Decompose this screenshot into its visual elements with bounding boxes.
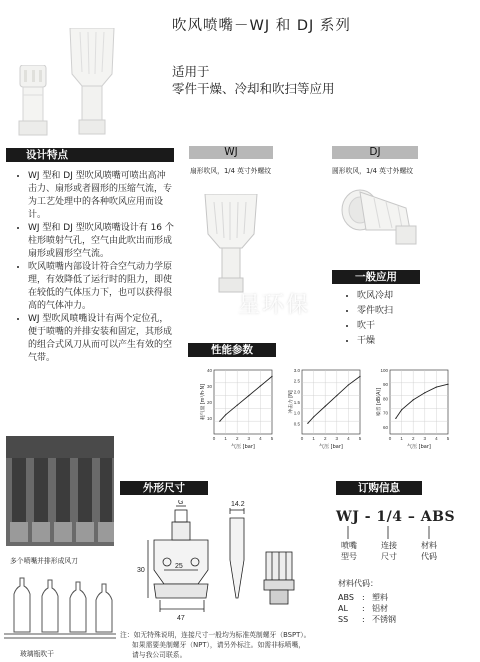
dimension-drawing <box>120 500 325 626</box>
dimension-label: 14.2 <box>231 501 245 508</box>
wj-tag: WJ <box>189 146 273 159</box>
data-point <box>260 385 261 386</box>
y-tick-label: 30 <box>206 384 212 389</box>
x-axis-label: 气压 [bar] <box>231 444 255 450</box>
page-subtitle <box>172 63 335 97</box>
order-heading: 订购信息 <box>358 482 400 494</box>
data-point <box>395 418 396 419</box>
x-axis-label: 气压 [bar] <box>319 444 343 450</box>
data-point <box>436 386 437 387</box>
materials-list <box>338 592 396 625</box>
dimension-label: G <box>178 500 184 506</box>
y-tick-label: 0.5 <box>293 421 300 427</box>
material-code: AL <box>338 604 348 613</box>
data-point <box>447 384 448 385</box>
data-point <box>359 376 360 377</box>
order-code-connectors <box>336 526 446 540</box>
chart-frame <box>390 370 448 434</box>
dimensions-heading-bar <box>120 481 208 495</box>
dj-tag: DJ <box>332 146 418 159</box>
x-tick-label: 3 <box>423 436 427 441</box>
dimension-label: 25 <box>175 563 183 570</box>
feature-item: • 吹风喷嘴内部设计符合空气动力学原理，有效降低了运行时的阻力，即使在较低的气体压力下，也可以获得很高的气体冲力。 <box>28 261 174 313</box>
data-point <box>271 376 272 377</box>
data-point <box>424 392 425 393</box>
dimension-label: 30 <box>137 567 145 574</box>
order-label-line: 材料 <box>421 541 437 550</box>
order-label-material <box>418 540 440 562</box>
data-point <box>219 421 220 422</box>
applications-list <box>335 289 435 349</box>
performance-charts <box>198 366 454 460</box>
applications-heading: 一般应用 <box>355 271 397 283</box>
x-tick-label: 1 <box>400 436 403 441</box>
material-sep: : <box>362 615 365 624</box>
x-tick-label: 0 <box>300 436 304 441</box>
order-code-sep: – <box>407 509 416 525</box>
bottle-drying-caption: 玻璃瓶吹干 <box>20 650 54 658</box>
y-tick-label: 60 <box>382 424 388 430</box>
performance-heading-bar <box>188 343 276 357</box>
x-tick-label: 5 <box>270 436 274 441</box>
y-tick-label: 80 <box>382 396 388 402</box>
feature-item: • WJ 型吹风喷嘴设计有两个定位孔，便于喷嘴的并排安装和固定，其形成的组合式风刀从而可以产生有效的空气带。 <box>28 313 174 365</box>
y-axis-label: 冲击力 [N] <box>289 390 294 414</box>
order-code-model: WJ <box>336 509 360 525</box>
features-heading: 设计特点 <box>26 149 68 161</box>
application-item: • 干燥 <box>357 334 435 349</box>
footnote-line: 如果需要美制螺牙（NPT），请另外标注。如需非标喷嘴， <box>132 641 306 649</box>
order-heading-bar <box>336 481 422 495</box>
order-code-material: ABS <box>420 509 456 525</box>
order-label-line: 代码 <box>421 552 437 561</box>
y-tick-label: 40 <box>206 368 212 373</box>
feature-item: • WJ 型和 DJ 型吹风喷嘴可喷出高冲击力、扇形或者圆形的压缩气流，专为工艺处理中的各种吹风应用而设计。 <box>28 170 174 222</box>
application-item: • 吹干 <box>357 319 435 334</box>
y-tick-label: 1.5 <box>293 400 300 405</box>
footnote <box>120 630 360 660</box>
y-tick-label: 1.0 <box>293 410 300 416</box>
material-name: 塑料 <box>372 593 388 602</box>
x-tick-label: 1 <box>312 436 315 441</box>
material-code: ABS <box>338 593 354 602</box>
page-title: 吹风喷嘴－WJ 和 DJ 系列 <box>172 18 351 34</box>
footnote-line: 请与我公司联系。 <box>132 651 187 659</box>
x-tick-label: 5 <box>446 436 450 441</box>
data-point <box>336 395 337 396</box>
data-point <box>248 395 249 396</box>
order-label-line: 连接 <box>381 541 397 550</box>
y-axis-label: 耗气量 [m³/h·N] <box>201 383 206 421</box>
x-tick-label: 0 <box>212 436 216 441</box>
air-knife-caption: 多个喷嘴并排形成风刀 <box>10 557 78 565</box>
dimension-label: 47 <box>177 615 185 622</box>
x-tick-label: 3 <box>335 436 339 441</box>
x-tick-label: 4 <box>347 436 350 441</box>
watermark-text: 星环保 <box>238 293 311 318</box>
subtitle-line: 适用于 <box>172 64 210 79</box>
data-point <box>313 416 314 417</box>
order-label-model <box>338 540 360 562</box>
y-tick-label: 100 <box>380 368 388 373</box>
chart-frame <box>302 370 360 434</box>
material-row <box>338 614 396 625</box>
feature-item: • WJ 型和 DJ 型吹风喷嘴设计有 16 个柱形喷射气孔，空气由此吹出而形成扇形或圆形空气流。 <box>28 222 174 261</box>
order-code-sep: - <box>364 509 372 525</box>
subtitle-line: 零件干燥、冷却和吹扫等应用 <box>172 81 335 96</box>
data-point <box>307 423 308 424</box>
features-list <box>6 170 174 365</box>
performance-heading: 性能参数 <box>211 344 253 356</box>
order-label-line: 型号 <box>341 552 357 561</box>
application-item: • 吹风冷却 <box>357 289 435 304</box>
wj-caption: 扇形吹风，1/4 英寸外螺纹 <box>190 167 272 175</box>
applications-heading-bar <box>332 270 420 284</box>
order-label-size <box>378 540 400 562</box>
footnote-line: 注：如无特殊说明，连接尺寸一般均为标准英制螺牙（BSPT）。 <box>120 631 311 639</box>
order-code <box>336 509 455 525</box>
x-tick-label: 4 <box>259 436 262 441</box>
material-row <box>338 603 396 614</box>
x-tick-label: 5 <box>358 436 362 441</box>
material-code: SS <box>338 615 349 624</box>
material-sep: : <box>362 604 365 613</box>
air-knife-photo <box>6 436 114 546</box>
materials-title: 材料代码： <box>338 579 378 588</box>
x-axis-label: 气压 [bar] <box>407 444 431 450</box>
dimensions-heading: 外形尺寸 <box>143 482 185 494</box>
y-tick-label: 2.5 <box>293 378 300 384</box>
x-tick-label: 2 <box>411 436 415 441</box>
y-tick-label: 10 <box>206 416 212 421</box>
bottle-drying-photo <box>4 572 116 642</box>
data-point <box>237 405 238 406</box>
dj-nozzle-image <box>336 186 420 248</box>
x-tick-label: 1 <box>224 436 227 441</box>
order-label-line: 尺寸 <box>381 552 397 561</box>
data-point <box>225 414 226 415</box>
y-tick-label: 2.0 <box>293 389 300 395</box>
material-sep: : <box>362 593 365 602</box>
data-point <box>348 384 349 385</box>
y-tick-label: 90 <box>382 382 388 388</box>
x-tick-label: 2 <box>235 436 239 441</box>
data-point <box>413 399 414 400</box>
product-photo-dj-nozzle <box>14 65 52 139</box>
material-name: 不锈钢 <box>372 615 396 624</box>
application-item: • 零件吹扫 <box>357 304 435 319</box>
x-tick-label: 2 <box>323 436 327 441</box>
dj-caption: 圆形吹风，1/4 英寸外螺纹 <box>332 167 414 175</box>
y-tick-label: 20 <box>206 400 212 405</box>
data-point <box>401 409 402 410</box>
wj-nozzle-image <box>202 194 260 294</box>
order-label-line: 喷嘴 <box>341 541 357 550</box>
x-tick-label: 3 <box>247 436 251 441</box>
y-axis-label: 噪音 [dB(A)] <box>377 387 382 417</box>
features-heading-bar <box>6 148 174 162</box>
material-name: 铝材 <box>372 604 388 613</box>
x-tick-label: 0 <box>388 436 392 441</box>
x-tick-label: 4 <box>435 436 438 441</box>
order-code-size: 1/4 <box>376 509 403 525</box>
y-tick-label: 70 <box>382 410 388 416</box>
chart-frame <box>214 370 272 434</box>
material-row <box>338 592 396 603</box>
product-photo-wj-nozzle <box>66 28 118 136</box>
y-tick-label: 3.0 <box>293 368 300 373</box>
data-point <box>325 406 326 407</box>
